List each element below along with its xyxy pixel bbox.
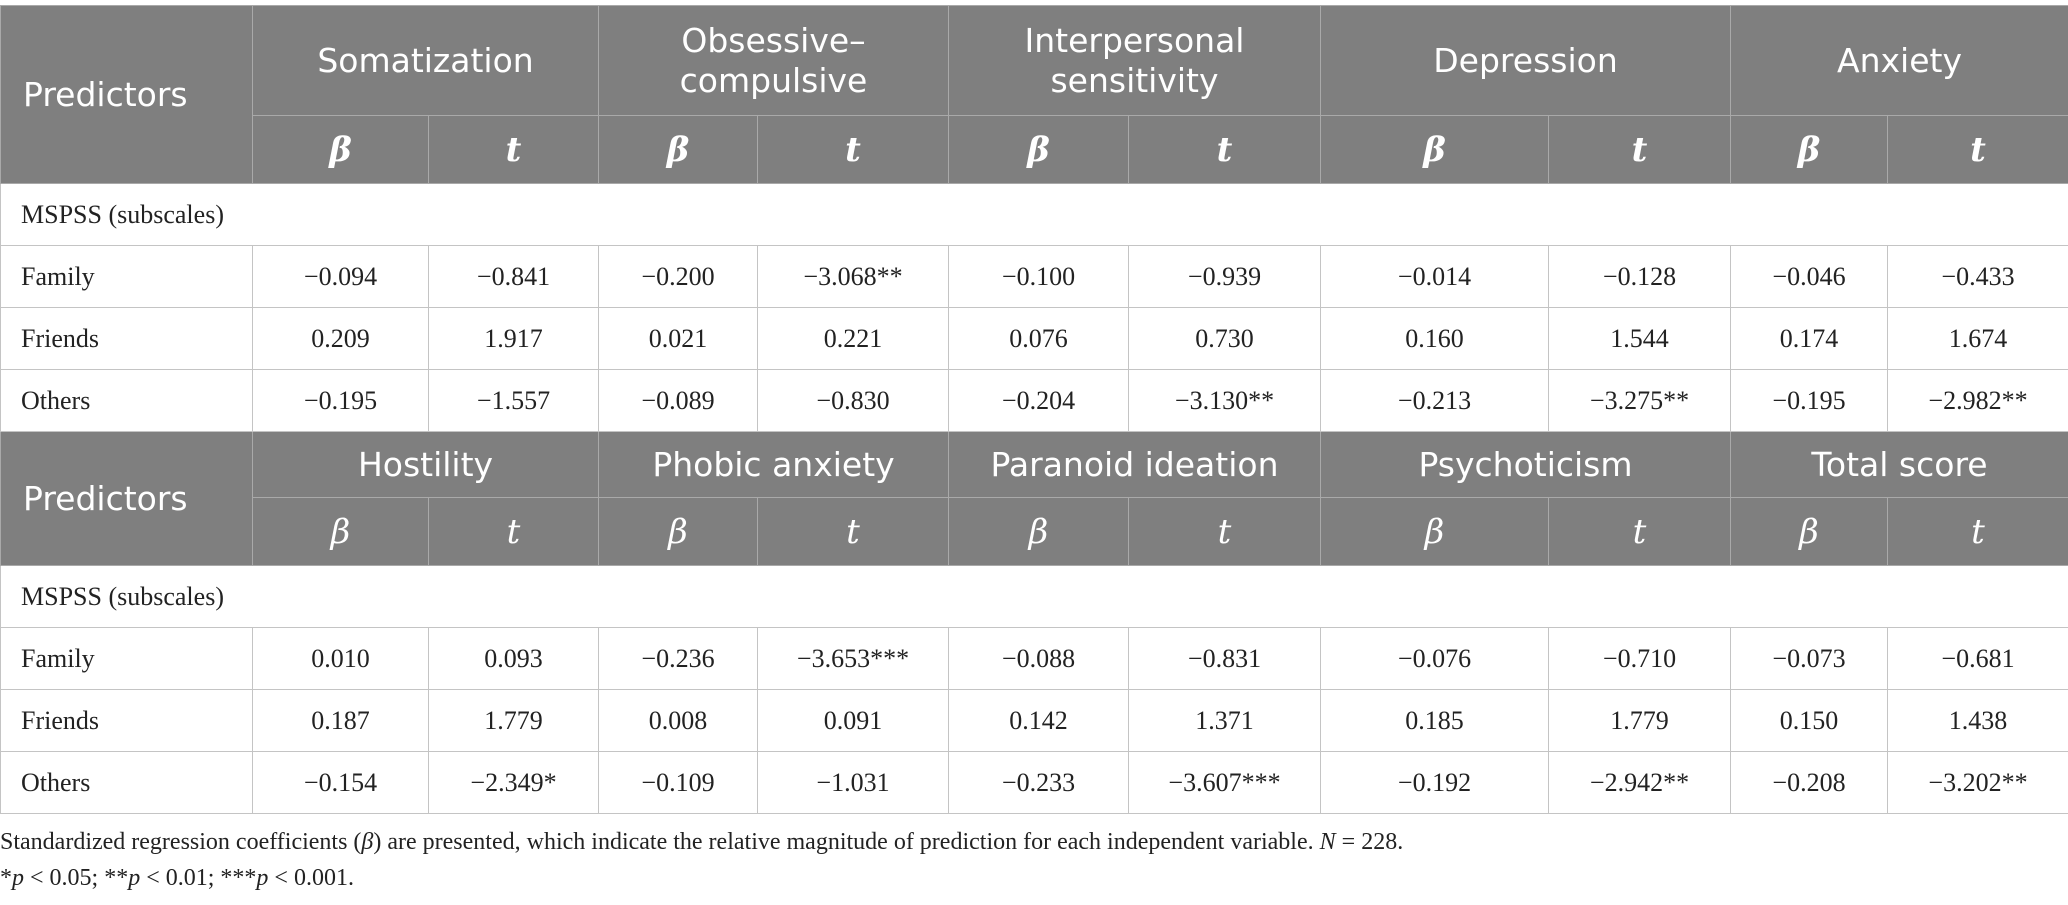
section-row — [1, 184, 2068, 246]
column-header-interpersonal-sensitivity — [949, 6, 1321, 116]
column-header-hostility: Hostility — [253, 432, 599, 498]
beta-cell: −0.100 — [949, 246, 1129, 308]
beta-cell: −0.195 — [1731, 370, 1888, 432]
t-cell: 1.779 — [429, 690, 599, 752]
beta-header: β — [1731, 116, 1888, 184]
t-cell: 1.674 — [1888, 308, 2068, 370]
beta-cell: 0.076 — [949, 308, 1129, 370]
table-row — [1, 308, 2068, 370]
row-label: Friends — [1, 308, 253, 370]
beta-cell: −0.236 — [599, 628, 758, 690]
t-header: t — [758, 498, 949, 566]
beta-header: β — [949, 498, 1129, 566]
column-header-total-score: Total score — [1731, 432, 2068, 498]
beta-cell: 0.021 — [599, 308, 758, 370]
beta-cell: 0.187 — [253, 690, 429, 752]
beta-cell: −0.076 — [1321, 628, 1549, 690]
beta-header: β — [1731, 498, 1888, 566]
regression-table-figure — [0, 5, 2068, 896]
beta-header: β — [599, 116, 758, 184]
section-row — [1, 566, 2068, 628]
beta-cell: −0.089 — [599, 370, 758, 432]
t-cell: 1.917 — [429, 308, 599, 370]
row-label: Family — [1, 628, 253, 690]
t-cell: −1.031 — [758, 752, 949, 814]
table1-subheader-row — [1, 116, 2068, 184]
t-cell: −0.710 — [1549, 628, 1731, 690]
column-header-line: Obsessive– — [681, 20, 866, 60]
table-row — [1, 752, 2068, 814]
t-cell: −0.128 — [1549, 246, 1731, 308]
t-cell: 1.544 — [1549, 308, 1731, 370]
beta-header: β — [1321, 116, 1549, 184]
t-cell: 0.730 — [1129, 308, 1321, 370]
table-row — [1, 246, 2068, 308]
t-cell: 1.779 — [1549, 690, 1731, 752]
t-header: t — [1129, 116, 1321, 184]
column-header-psychoticism: Psychoticism — [1321, 432, 1731, 498]
t-header: t — [429, 498, 599, 566]
predictors-header: Predictors — [1, 432, 253, 566]
beta-cell: 0.209 — [253, 308, 429, 370]
t-cell: −0.433 — [1888, 246, 2068, 308]
t-header: t — [1888, 498, 2068, 566]
beta-cell: −0.046 — [1731, 246, 1888, 308]
t-cell: −0.831 — [1129, 628, 1321, 690]
beta-cell: 0.185 — [1321, 690, 1549, 752]
t-cell: −0.830 — [758, 370, 949, 432]
footnote-line-1: Standardized regression coefficients (β) are presented, which indicate the relative magnitude of prediction for each independent variable. N = 228. — [0, 829, 1404, 855]
column-header-line: sensitivity — [1050, 60, 1219, 100]
beta-cell: −0.195 — [253, 370, 429, 432]
table-row — [1, 370, 2068, 432]
section-label: MSPSS (subscales) — [1, 566, 2068, 628]
t-cell: −0.681 — [1888, 628, 2068, 690]
beta-header: β — [599, 498, 758, 566]
beta-cell: −0.200 — [599, 246, 758, 308]
beta-cell: −0.213 — [1321, 370, 1549, 432]
t-cell: −3.607*** — [1129, 752, 1321, 814]
column-header-line: Interpersonal — [1024, 20, 1245, 60]
beta-cell: −0.014 — [1321, 246, 1549, 308]
table-footnote — [0, 824, 2068, 896]
t-cell: 0.093 — [429, 628, 599, 690]
beta-cell: −0.088 — [949, 628, 1129, 690]
column-header-anxiety: Anxiety — [1731, 6, 2068, 116]
row-label: Friends — [1, 690, 253, 752]
t-cell: 1.438 — [1888, 690, 2068, 752]
column-header-obsessive-compulsive — [599, 6, 949, 116]
beta-cell: −0.204 — [949, 370, 1129, 432]
t-header: t — [1549, 498, 1731, 566]
t-cell: −3.202** — [1888, 752, 2068, 814]
column-header-paranoid-ideation: Paranoid ideation — [949, 432, 1321, 498]
t-cell: −0.841 — [429, 246, 599, 308]
t-header: t — [1129, 498, 1321, 566]
predictors-header: Predictors — [1, 6, 253, 184]
section-label: MSPSS (subscales) — [1, 184, 2068, 246]
beta-cell: −0.208 — [1731, 752, 1888, 814]
beta-cell: −0.192 — [1321, 752, 1549, 814]
t-header: t — [1888, 116, 2068, 184]
regression-table — [0, 5, 2068, 814]
t-cell: −3.275** — [1549, 370, 1731, 432]
beta-cell: −0.073 — [1731, 628, 1888, 690]
beta-header: β — [949, 116, 1129, 184]
beta-cell: 0.174 — [1731, 308, 1888, 370]
beta-cell: 0.142 — [949, 690, 1129, 752]
column-header-phobic-anxiety: Phobic anxiety — [599, 432, 949, 498]
beta-header: β — [1321, 498, 1549, 566]
beta-cell: 0.008 — [599, 690, 758, 752]
beta-cell: 0.150 — [1731, 690, 1888, 752]
row-label: Others — [1, 370, 253, 432]
beta-cell: 0.160 — [1321, 308, 1549, 370]
beta-cell: −0.109 — [599, 752, 758, 814]
column-header-line: compulsive — [679, 60, 868, 100]
t-header: t — [429, 116, 599, 184]
t-cell: −3.653*** — [758, 628, 949, 690]
table1-header-row — [1, 6, 2068, 116]
t-cell: −2.982** — [1888, 370, 2068, 432]
column-header-depression: Depression — [1321, 6, 1731, 116]
t-cell: −2.942** — [1549, 752, 1731, 814]
table2-subheader-row — [1, 498, 2068, 566]
beta-header: β — [253, 116, 429, 184]
beta-cell: −0.094 — [253, 246, 429, 308]
t-cell: −0.939 — [1129, 246, 1321, 308]
t-cell: −1.557 — [429, 370, 599, 432]
t-cell: −3.130** — [1129, 370, 1321, 432]
row-label: Others — [1, 752, 253, 814]
column-header-somatization: Somatization — [253, 6, 599, 116]
t-cell: −2.349* — [429, 752, 599, 814]
t-header: t — [758, 116, 949, 184]
beta-cell: 0.010 — [253, 628, 429, 690]
beta-cell: −0.154 — [253, 752, 429, 814]
row-label: Family — [1, 246, 253, 308]
t-header: t — [1549, 116, 1731, 184]
table2-header-row — [1, 432, 2068, 498]
beta-header: β — [253, 498, 429, 566]
table-row — [1, 628, 2068, 690]
beta-cell: −0.233 — [949, 752, 1129, 814]
t-cell: 1.371 — [1129, 690, 1321, 752]
t-cell: −3.068** — [758, 246, 949, 308]
footnote-line-2: *p < 0.05; **p < 0.01; ***p < 0.001. — [0, 865, 354, 891]
t-cell: 0.091 — [758, 690, 949, 752]
t-cell: 0.221 — [758, 308, 949, 370]
table-row — [1, 690, 2068, 752]
